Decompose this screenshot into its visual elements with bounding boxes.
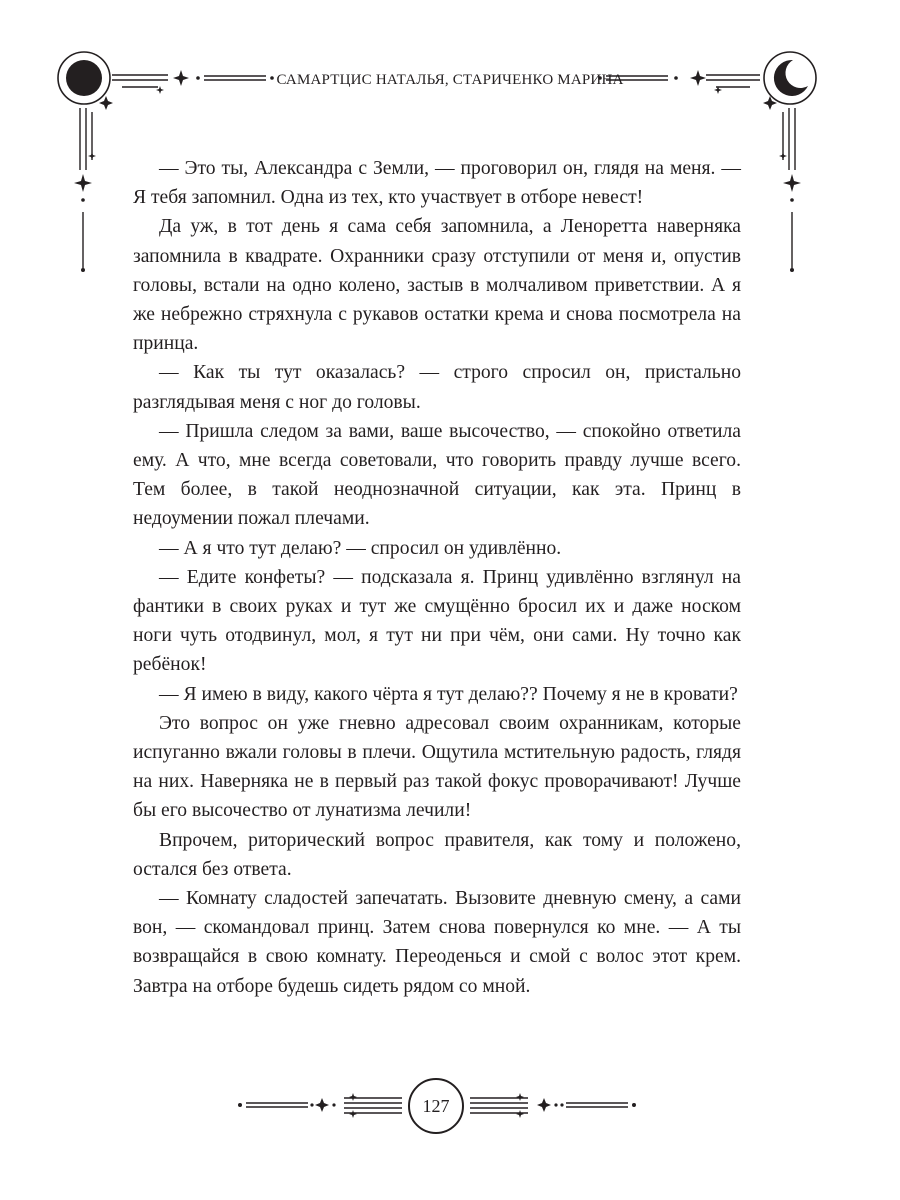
header-rule-left — [112, 75, 266, 87]
paragraph: — Как ты тут оказалась? — строго спросил он, пристально разглядывая меня с ног до головы. — [133, 362, 741, 413]
paragraph: — А я что тут делаю? — спросил он удивлённо. — [159, 537, 562, 559]
running-header-authors: САМАРТЦИС НАТАЛЬЯ, СТАРИЧЕНКО МАРИНА — [276, 72, 624, 88]
left-border-rule — [80, 108, 92, 268]
paragraph: — Едите конфеты? — подсказала я. Принц удивлённо взглянул на фантики в своих руках и тут же смущённо бросил их и даже носком ноги чуть отодвинул, мол, я тут ни при чём, они сами. Ну точно как ребёнок! — [133, 566, 741, 676]
paragraph: Это вопрос он уже гневно адресовал своим охранникам, которые испуганно вжали головы в плечи. Ощутила мстительную радость, глядя на них. Наверняка не в первый раз такой фокус проворачивают! Лучше бы его высочество от лунатизма лечили! — [133, 712, 741, 822]
paragraph: — Я имею в виду, какого чёрта я тут делаю?? Почему я не в кровати? — [159, 683, 738, 705]
paragraph: — Комнату сладостей запечатать. Вызовите дневную смену, а сами вон, — скомандовал принц. Затем снова повернулся ко мне. — А ты возвращайся в свою комнату. Переоденься и смой с волос этот крем. Завтра на отборе будешь сидеть рядом со мной. — [133, 888, 741, 997]
paragraph: Да уж, в тот день я сама себя запомнила, а Леноретта наверняка запомнила в квадрате. Охранники сразу отступили от меня и, опустив головы, встали на одно колено, застыв в молчаливом приветствии. А я же небрежно стряхнула с рукавов остатки крема и снова посмотрела на принца. — [133, 216, 741, 355]
page-number: 127 — [408, 1078, 464, 1134]
chapter-text — [133, 154, 741, 1001]
right-border-rule — [783, 108, 795, 268]
full-moon-icon — [58, 52, 110, 104]
crescent-moon-icon — [764, 52, 816, 104]
paragraph: — Пришла следом за вами, ваше высочество, — спокойно ответила ему. А что, мне всегда советовали, что говорить правду лучше всего. Тем более, в такой неоднозначной ситуации, как эта. Принц в недоумении пожал плечами. — [133, 420, 741, 530]
paragraph: Впрочем, риторический вопрос правителя, как тому и положено, остался без ответа. — [133, 829, 741, 880]
paragraph: — Это ты, Александра с Земли, — проговорил он, глядя на меня. — Я тебя запомнил. Одна из тех, кто участвует в отборе невест! — [133, 158, 741, 209]
